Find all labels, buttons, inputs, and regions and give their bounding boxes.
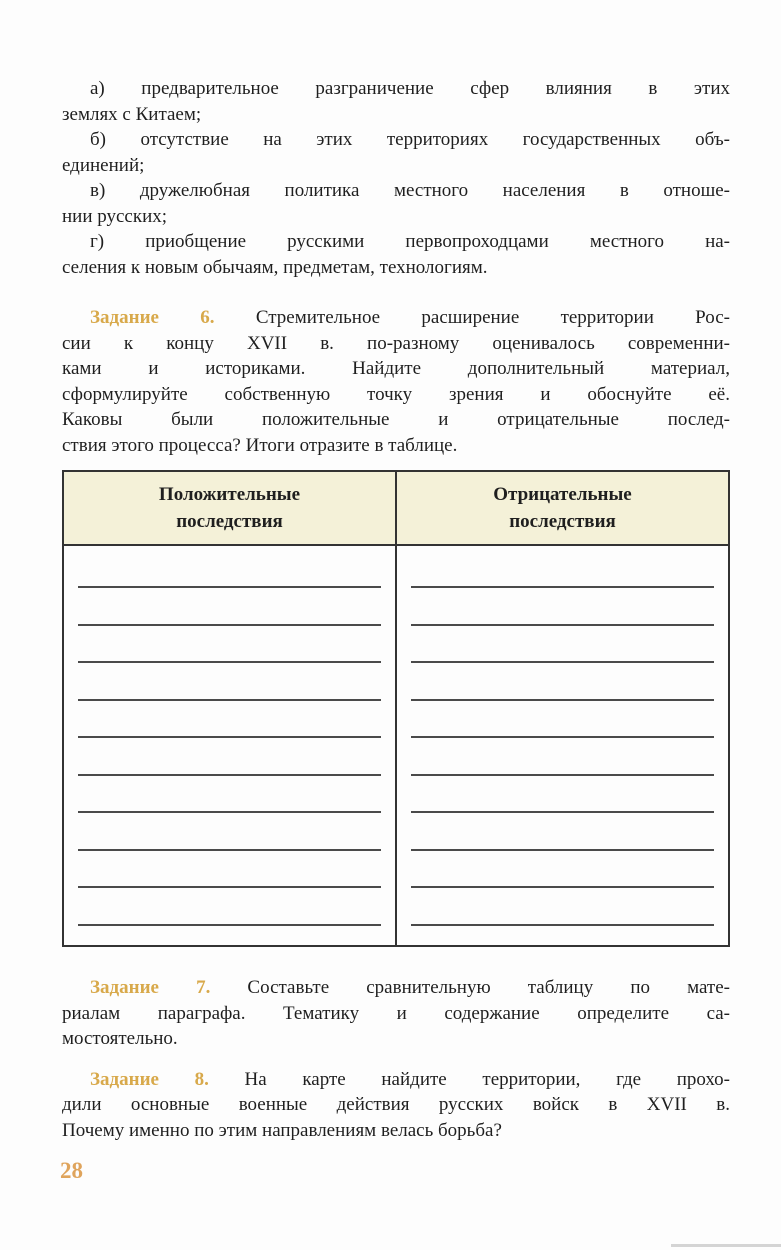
task-8-paragraph — [62, 1067, 730, 1144]
text-line: в) дружелюбная политика местного населения в отноше- — [90, 180, 730, 201]
page-number: 28 — [60, 1158, 83, 1183]
text-line: нии русских; — [62, 205, 168, 227]
writing-line — [411, 626, 714, 664]
writing-line — [411, 738, 714, 776]
text-line: сформулируйте собственную точку зрения и обоснуйте её. — [62, 383, 730, 405]
writing-line — [411, 888, 714, 926]
task-label: Задание 6. — [90, 307, 215, 328]
table-header-text: Отрицательные — [493, 484, 632, 505]
negative-consequences-column — [395, 546, 728, 945]
writing-line — [78, 738, 381, 776]
table-header-text: Положительные — [158, 484, 301, 505]
text-line: ками и историками. Найдите дополнительный материал, — [62, 358, 730, 379]
writing-line — [78, 851, 381, 889]
page-content — [62, 76, 730, 1184]
table-header-positive — [64, 472, 395, 544]
task-label: Задание 8. — [90, 1068, 209, 1090]
text-line: Задание 6. Стремительное расширение территории Рос- — [90, 307, 730, 328]
writing-line — [411, 546, 714, 588]
task-7-paragraph — [62, 975, 730, 1052]
writing-line — [411, 776, 714, 814]
text-line: а) предварительное разграничение сфер влияния в этих — [90, 78, 730, 99]
task-label: Задание 7. — [90, 977, 211, 998]
text-line: Задание 8. На карте найдите территории, где прохо- — [90, 1068, 730, 1090]
text-line: дили основные военные действия русских войск в XVII в. — [62, 1094, 730, 1115]
text-line: риалам параграфа. Тематику и содержание определите са- — [62, 1002, 730, 1024]
table-header-row — [64, 472, 728, 546]
writing-line — [78, 813, 381, 851]
text-line: г) приобщение русскими первопроходцами местного на- — [90, 231, 730, 252]
writing-line — [78, 663, 381, 701]
text-line: б) отсутствие на этих территориях государственных объ- — [90, 129, 730, 150]
table-header-negative — [395, 472, 728, 544]
text-line: землях с Китаем; — [62, 103, 202, 125]
task-6-paragraph — [62, 305, 730, 458]
intro-list — [62, 76, 730, 280]
text-line: единений; — [62, 154, 145, 176]
text-line: мостоятельно. — [62, 1028, 178, 1049]
text-line: Задание 7. Составьте сравнительную таблицу по мате- — [90, 977, 730, 998]
text-line: Каковы были положительные и отрицательные послед- — [62, 409, 730, 430]
writing-line — [78, 701, 381, 739]
writing-line — [78, 626, 381, 664]
text-line: сии к концу XVII в. по-разному оценивалось современни- — [62, 332, 730, 354]
scan-edge-artifact — [671, 1244, 781, 1247]
writing-line — [78, 546, 381, 588]
writing-line — [411, 813, 714, 851]
text-line: Почему именно по этим направлениям велась борьба? — [62, 1119, 502, 1141]
writing-line — [78, 588, 381, 626]
text-line: селения к новым обычаям, предметам, технологиям. — [62, 256, 488, 278]
consequences-table — [62, 470, 730, 947]
table-body — [64, 546, 728, 945]
writing-line — [411, 701, 714, 739]
positive-consequences-column — [64, 546, 395, 945]
writing-line — [411, 663, 714, 701]
writing-line — [411, 851, 714, 889]
table-header-text: последствия — [509, 511, 616, 532]
table-header-text: последствия — [176, 511, 283, 532]
writing-line — [78, 888, 381, 926]
writing-line — [78, 776, 381, 814]
text-line: ствия этого процесса? Итоги отразите в таблице. — [62, 434, 458, 456]
writing-line — [411, 588, 714, 626]
